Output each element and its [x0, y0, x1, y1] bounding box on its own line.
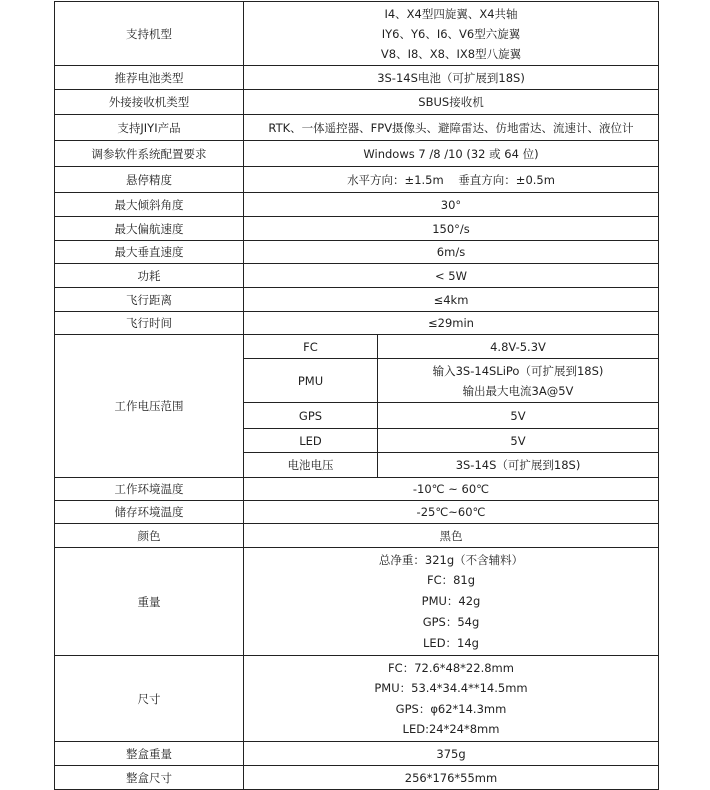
battery-value: 3S-14S电池（可扩展到18S) — [244, 66, 659, 90]
voltage-pmu-value — [378, 359, 659, 403]
hover-label: 悬停精度 — [55, 167, 244, 193]
row-receiver — [55, 90, 659, 115]
tilt-value: 30° — [244, 193, 659, 217]
weight-line: 总净重：321g（不含辅料） — [378, 552, 524, 567]
voltage-label: 工作电压范围 — [55, 335, 244, 478]
voltage-pmu-line: 输出最大电流3A@5V — [462, 383, 574, 398]
row-airframe — [55, 2, 659, 66]
row-flighttime — [55, 312, 659, 335]
row-weight — [55, 548, 659, 656]
voltage-pmu-label: PMU — [244, 359, 378, 403]
size-label: 尺寸 — [55, 656, 244, 742]
row-yaw — [55, 217, 659, 241]
hover-value: 水平方向：±1.5m 垂直方向：±0.5m — [244, 167, 659, 193]
distance-value: ≤4km — [244, 288, 659, 312]
row-tilt — [55, 193, 659, 217]
airframe-value — [244, 2, 659, 66]
voltage-bat-value: 3S-14S（可扩展到18S) — [378, 453, 659, 478]
voltage-fc-value: 4.8V-5.3V — [378, 335, 659, 359]
row-software — [55, 141, 659, 167]
power-value: < 5W — [244, 264, 659, 288]
row-size — [55, 656, 659, 742]
row-vspeed — [55, 241, 659, 264]
flighttime-label: 飞行时间 — [55, 312, 244, 335]
boxsize-value: 256*176*55mm — [244, 766, 659, 790]
boxsize-label: 整盒尺寸 — [55, 766, 244, 790]
size-line: PMU：53.4*34.4**14.5mm — [374, 681, 528, 695]
row-battery — [55, 66, 659, 90]
battery-label: 推荐电池类型 — [55, 66, 244, 90]
receiver-label: 外接接收机类型 — [55, 90, 244, 115]
yaw-value: 150°/s — [244, 217, 659, 241]
software-value: Windows 7 /8 /10 (32 或 64 位) — [244, 141, 659, 167]
size-line: GPS：φ62*14.3mm — [395, 701, 507, 716]
storetemp-label: 储存环境温度 — [55, 501, 244, 524]
software-label: 调参软件系统配置要求 — [55, 141, 244, 167]
yaw-label: 最大偏航速度 — [55, 217, 244, 241]
row-hover — [55, 167, 659, 193]
voltage-gps-label: GPS — [244, 403, 378, 429]
color-label: 颜色 — [55, 524, 244, 548]
row-optemp — [55, 478, 659, 501]
weight-line: FC：81g — [426, 573, 476, 588]
airframe-label: 支持机型 — [55, 2, 244, 66]
size-value — [244, 656, 659, 742]
power-label: 功耗 — [55, 264, 244, 288]
boxweight-value: 375g — [244, 742, 659, 766]
distance-label: 飞行距离 — [55, 288, 244, 312]
vspeed-value: 6m/s — [244, 241, 659, 264]
voltage-led-label: LED — [244, 429, 378, 453]
weight-value — [244, 548, 659, 656]
weight-label: 重量 — [55, 548, 244, 656]
row-boxsize — [55, 766, 659, 790]
row-products — [55, 115, 659, 141]
optemp-value: -10℃ ~ 60℃ — [244, 478, 659, 501]
vspeed-label: 最大垂直速度 — [55, 241, 244, 264]
tilt-label: 最大倾斜角度 — [55, 193, 244, 217]
boxweight-label: 整盒重量 — [55, 742, 244, 766]
voltage-fc-label: FC — [244, 335, 378, 359]
airframe-line: V8、I8、X8、IX8型八旋翼 — [380, 46, 522, 61]
storetemp-value: -25℃~60℃ — [244, 501, 659, 524]
size-line: FC：72.6*48*22.8mm — [388, 660, 514, 675]
voltage-pmu-line: 输入3S-14SLiPo（可扩展到18S) — [432, 363, 604, 378]
weight-line: GPS：54g — [422, 614, 480, 629]
products-label: 支持JIYI产品 — [55, 115, 244, 141]
optemp-label: 工作环境温度 — [55, 478, 244, 501]
voltage-bat-label: 电池电压 — [244, 453, 378, 478]
voltage-gps-value: 5V — [378, 403, 659, 429]
row-voltage-fc — [55, 335, 659, 359]
spec-table — [54, 1, 659, 790]
flighttime-value: ≤29min — [244, 312, 659, 335]
size-line: LED:24*24*8mm — [402, 722, 500, 736]
weight-line: LED：14g — [423, 635, 479, 650]
row-distance — [55, 288, 659, 312]
voltage-led-value: 5V — [378, 429, 659, 453]
row-power — [55, 264, 659, 288]
row-storetemp — [55, 501, 659, 524]
receiver-value: SBUS接收机 — [244, 90, 659, 115]
products-value: RTK、一体遥控器、FPV摄像头、避障雷达、仿地雷达、流速计、液位计 — [244, 115, 659, 141]
airframe-line: I4、X4型四旋翼、X4共轴 — [384, 6, 518, 21]
color-value: 黑色 — [244, 524, 659, 548]
row-boxweight — [55, 742, 659, 766]
airframe-line: IY6、Y6、I6、V6型六旋翼 — [381, 26, 521, 41]
row-color — [55, 524, 659, 548]
weight-line: PMU：42g — [421, 594, 481, 609]
